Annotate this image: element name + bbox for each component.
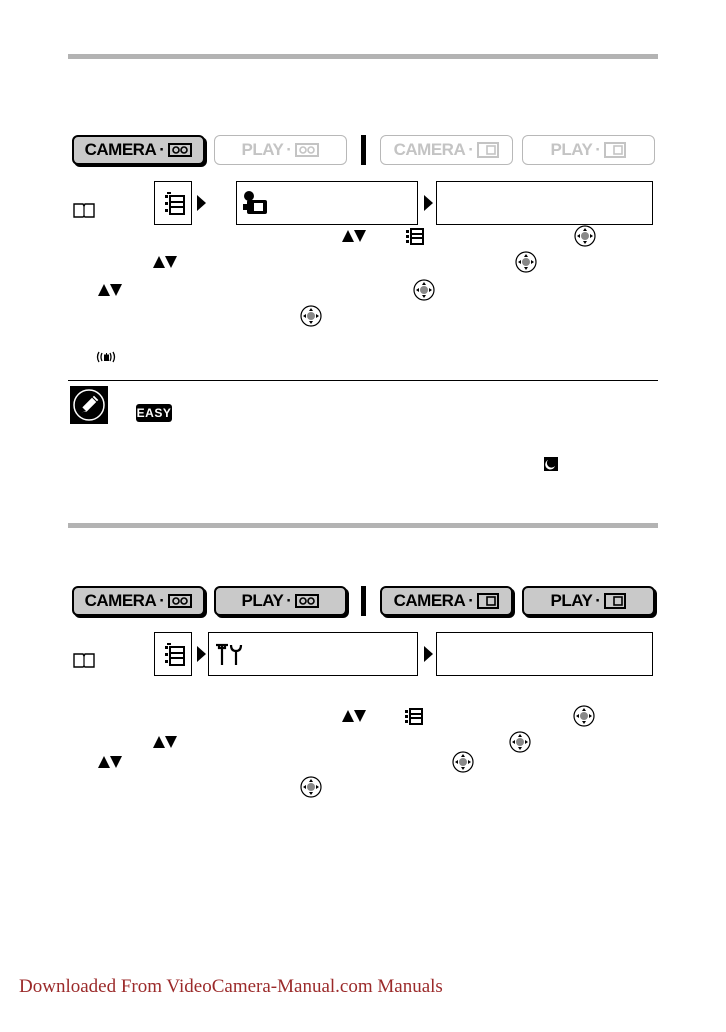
mode-label: PLAY <box>241 140 284 159</box>
tools-icon <box>209 633 249 677</box>
card-icon <box>604 593 626 609</box>
menu-list-icon <box>155 633 193 677</box>
mode-dot: · <box>595 140 601 159</box>
mode-play-tape <box>214 135 347 165</box>
menu-step-box <box>154 181 192 225</box>
tape-icon <box>295 143 319 157</box>
note-pencil-icon <box>70 386 108 424</box>
selector-dial-icon <box>413 279 435 301</box>
mode-label: CAMERA <box>84 591 157 610</box>
menu-list-icon <box>405 227 425 245</box>
menu-step-box <box>236 181 418 225</box>
menu-step-box <box>154 632 192 676</box>
section-divider-middle <box>68 523 658 528</box>
notes-divider <box>68 380 658 381</box>
mode-indicator-row-1 <box>72 135 654 167</box>
path-arrow <box>424 646 433 662</box>
section-divider-top <box>68 54 658 59</box>
mode-dot: · <box>159 140 165 159</box>
tape-icon <box>168 143 192 157</box>
up-down-arrows-icon <box>97 282 123 298</box>
menu-list-icon <box>404 707 424 725</box>
card-icon <box>604 142 626 158</box>
selector-dial-icon <box>573 705 595 727</box>
mode-label: PLAY <box>550 140 593 159</box>
menu-path-2 <box>154 632 654 676</box>
selector-dial-icon <box>300 776 322 798</box>
up-down-arrows-icon <box>152 734 178 750</box>
up-down-arrows-icon <box>341 708 367 724</box>
mode-label: PLAY <box>550 591 593 610</box>
mode-separator <box>361 135 366 165</box>
menu-step-box <box>436 632 653 676</box>
selector-dial-icon <box>300 305 322 327</box>
up-down-arrows-icon <box>152 254 178 270</box>
mode-play-card <box>522 135 655 165</box>
path-arrow <box>197 646 206 662</box>
mode-camera-card <box>380 586 513 616</box>
up-down-arrows-icon <box>341 228 367 244</box>
easy-badge: EASY <box>136 406 172 420</box>
menu-step-box <box>436 181 653 225</box>
path-arrow <box>424 195 433 211</box>
mode-label: CAMERA <box>393 591 466 610</box>
mode-camera-card <box>380 135 513 165</box>
mode-camera-tape <box>72 586 205 616</box>
mode-label: CAMERA <box>84 140 157 159</box>
mode-separator <box>361 586 366 616</box>
mode-dot: · <box>159 591 165 610</box>
mode-label: CAMERA <box>393 140 466 159</box>
selector-dial-icon <box>452 751 474 773</box>
menu-step-box <box>208 632 418 676</box>
image-stabilizer-icon <box>95 350 117 364</box>
tape-icon <box>295 594 319 608</box>
mode-dot: · <box>468 591 474 610</box>
mode-indicator-row-2 <box>72 586 654 618</box>
mode-play-tape <box>214 586 347 616</box>
mode-dot: · <box>468 140 474 159</box>
book-icon <box>73 202 95 218</box>
selector-dial-icon <box>515 251 537 273</box>
selector-dial-icon <box>574 225 596 247</box>
up-down-arrows-icon <box>97 754 123 770</box>
mode-play-card <box>522 586 655 616</box>
mode-camera-tape <box>72 135 205 165</box>
menu-path-1 <box>154 181 654 225</box>
tape-icon <box>168 594 192 608</box>
selector-dial-icon <box>509 731 531 753</box>
card-icon <box>477 593 499 609</box>
mode-label: PLAY <box>241 591 284 610</box>
card-icon <box>477 142 499 158</box>
menu-list-icon <box>155 182 193 226</box>
camera-setup-icon <box>237 182 277 226</box>
mode-dot: · <box>595 591 601 610</box>
mode-dot: · <box>286 591 292 610</box>
night-moon-icon <box>544 457 558 471</box>
book-icon <box>73 652 95 668</box>
path-arrow <box>197 195 206 211</box>
mode-dot: · <box>286 140 292 159</box>
footer-download-link[interactable]: Downloaded From VideoCamera-Manual.com Manuals <box>19 976 443 997</box>
